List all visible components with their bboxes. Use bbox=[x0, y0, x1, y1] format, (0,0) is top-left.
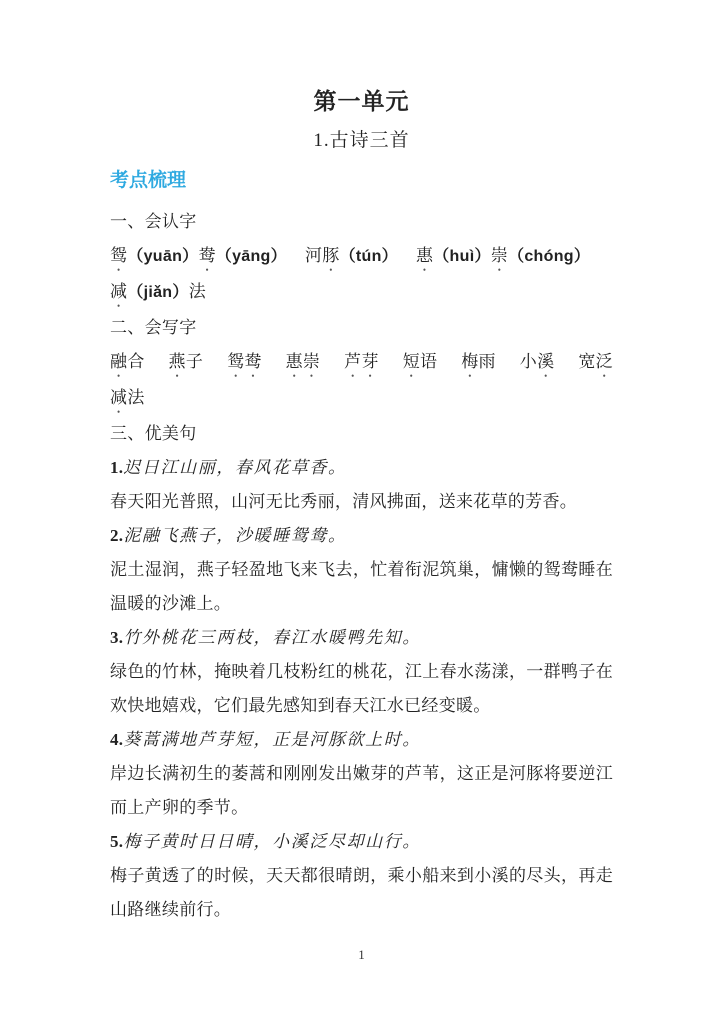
poem-line bbox=[110, 519, 613, 553]
reading-word bbox=[491, 246, 590, 265]
poem-line bbox=[110, 825, 613, 859]
pinyin-label: （chóng） bbox=[508, 248, 591, 265]
plain-char: 法 bbox=[127, 388, 145, 407]
sentence-item bbox=[110, 621, 613, 723]
poem-explanation: 绿色的竹林，掩映着几枝粉红的桃花，江上春水荡漾，一群鸭子在欢快地嬉戏，它们最先感知到春天江水已经变暖。 bbox=[110, 662, 613, 715]
dotted-char: 泛 bbox=[595, 352, 613, 371]
poem-text: 迟日江山丽，春风花草香。 bbox=[123, 458, 347, 477]
dotted-char: 惠崇 bbox=[285, 352, 321, 371]
pinyin-label: （yuān） bbox=[127, 248, 199, 265]
sentence-item bbox=[110, 519, 613, 621]
poem-text: 梅子黄时日日晴，小溪泛尽却山行。 bbox=[123, 832, 421, 851]
vocab-word bbox=[110, 388, 145, 407]
vocab-word bbox=[403, 345, 438, 381]
section-title-write: 二、会写字 bbox=[110, 318, 197, 337]
pinyin-label: （tún） bbox=[339, 248, 398, 265]
poem-line bbox=[110, 621, 613, 655]
page-footer bbox=[0, 946, 723, 964]
reading-word bbox=[110, 246, 198, 265]
vocab-word bbox=[461, 345, 496, 381]
pinyin-label: （yāng） bbox=[215, 248, 287, 265]
vocab-word bbox=[286, 345, 321, 381]
vocab-word bbox=[578, 345, 613, 381]
poem-number: 4. bbox=[110, 730, 124, 749]
poem-text: 竹外桃花三两枝，春江水暖鸭先知。 bbox=[123, 628, 421, 647]
plain-char: 小 bbox=[519, 352, 538, 371]
poem-text: 泥融飞燕子，沙暖睡鸳鸯。 bbox=[123, 526, 347, 545]
poem-line bbox=[110, 451, 613, 485]
plain-char: 法 bbox=[188, 282, 206, 301]
vocab-word bbox=[110, 345, 145, 381]
plain-char: 语 bbox=[420, 352, 438, 371]
dotted-char: 燕 bbox=[168, 352, 186, 371]
vocab-word bbox=[169, 345, 204, 381]
poem-line bbox=[110, 723, 613, 757]
dotted-char: 减 bbox=[110, 282, 128, 301]
recognize-line-2 bbox=[110, 275, 613, 311]
vocab-word bbox=[344, 345, 379, 381]
reading-word bbox=[416, 246, 491, 265]
dotted-char: 芦芽 bbox=[344, 352, 379, 371]
page-number: 1 bbox=[358, 947, 365, 962]
recognize-line-1 bbox=[110, 239, 613, 275]
sentence-item bbox=[110, 723, 613, 825]
dotted-char: 豚 bbox=[322, 246, 340, 265]
plain-char: 河 bbox=[304, 246, 323, 265]
document-body bbox=[110, 205, 613, 927]
dotted-char: 鸯 bbox=[198, 246, 216, 265]
reading-word bbox=[305, 246, 398, 265]
poem-number: 1. bbox=[110, 458, 124, 477]
pinyin-label: （huì） bbox=[433, 248, 491, 265]
dotted-char: 鸳鸯 bbox=[227, 352, 262, 371]
review-heading: 考点梳理 bbox=[110, 170, 187, 191]
dotted-char: 短 bbox=[402, 352, 420, 371]
plain-char: 雨 bbox=[478, 352, 496, 371]
poem-text: 葵蒿满地芦芽短，正是河豚欲上时。 bbox=[123, 730, 421, 749]
dotted-char: 溪 bbox=[537, 352, 555, 371]
unit-title: 第一单元 bbox=[313, 88, 410, 114]
vocab-word bbox=[227, 345, 262, 381]
reading-word bbox=[110, 282, 206, 301]
lesson-title: 1.古诗三首 bbox=[313, 130, 410, 151]
pinyin-label: （jiǎn） bbox=[127, 284, 189, 301]
poem-explanation: 梅子黄透了的时候，天天都很晴朗，乘小船来到小溪的尽头，再走山路继续前行。 bbox=[110, 866, 613, 919]
vocab-word bbox=[520, 345, 555, 381]
plain-char: 子 bbox=[185, 352, 204, 371]
section-title-recognize: 一、会认字 bbox=[110, 212, 197, 231]
write-words-line-2 bbox=[110, 381, 613, 417]
dotted-char: 融 bbox=[110, 352, 128, 371]
sentence-item bbox=[110, 825, 613, 927]
reading-word bbox=[198, 246, 286, 265]
sentence-item bbox=[110, 451, 613, 519]
poem-number: 2. bbox=[110, 526, 124, 545]
dotted-char: 惠 bbox=[415, 246, 434, 265]
dotted-char: 鸳 bbox=[110, 246, 128, 265]
plain-char: 合 bbox=[127, 352, 145, 371]
poem-explanation: 春天阳光普照，山河无比秀丽，清风拂面，送来花草的芳香。 bbox=[110, 492, 578, 511]
poem-number: 3. bbox=[110, 628, 124, 647]
poem-explanation: 泥土湿润，燕子轻盈地飞来飞去，忙着衔泥筑巢，慵懒的鸳鸯睡在温暖的沙滩上。 bbox=[110, 560, 613, 613]
write-words-line-1 bbox=[110, 345, 613, 381]
dotted-char: 崇 bbox=[490, 246, 509, 265]
dotted-char: 减 bbox=[110, 388, 128, 407]
dotted-char: 梅 bbox=[461, 352, 479, 371]
plain-char: 宽 bbox=[578, 352, 596, 371]
poem-explanation: 岸边长满初生的萎蒿和刚刚发出嫩芽的芦苇，这正是河豚将要逆江而上产卵的季节。 bbox=[110, 764, 613, 817]
section-title-sentences: 三、优美句 bbox=[110, 424, 197, 443]
poem-number: 5. bbox=[110, 832, 124, 851]
